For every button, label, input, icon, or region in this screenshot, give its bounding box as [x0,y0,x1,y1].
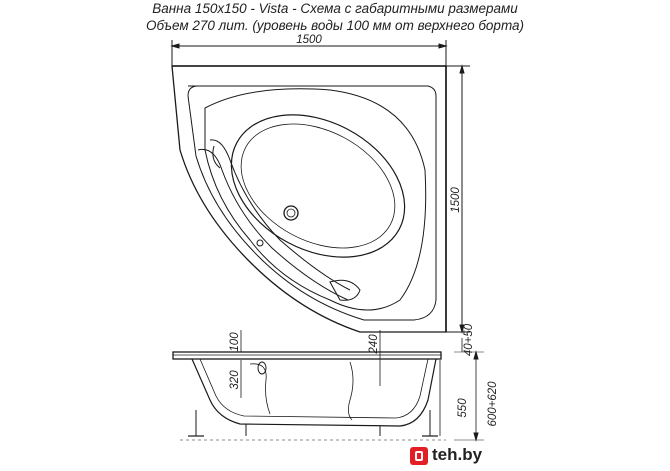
teh-logo-icon [410,447,428,465]
side-view [173,330,484,440]
dim-550: 550 [457,398,469,418]
dim-240: 240 [368,334,380,354]
dim-side-height: 1500 [450,187,462,213]
dim-rim-offset: 40+50 [463,323,475,357]
watermark-text: teh.by [432,445,483,464]
dim-100: 100 [229,332,241,352]
dim-total-height: 600+620 [487,381,499,427]
watermark [410,445,660,469]
dim-320: 320 [229,370,241,390]
diagram-subtitle: Объем 270 лит. (уровень воды 100 мм от верхнего борта) [145,18,525,33]
diagram-title: Ванна 150x150 - Vista - Схема с габаритными размерами [152,1,518,16]
plan-view [172,66,446,332]
dim-top-width: 1500 [296,34,322,46]
